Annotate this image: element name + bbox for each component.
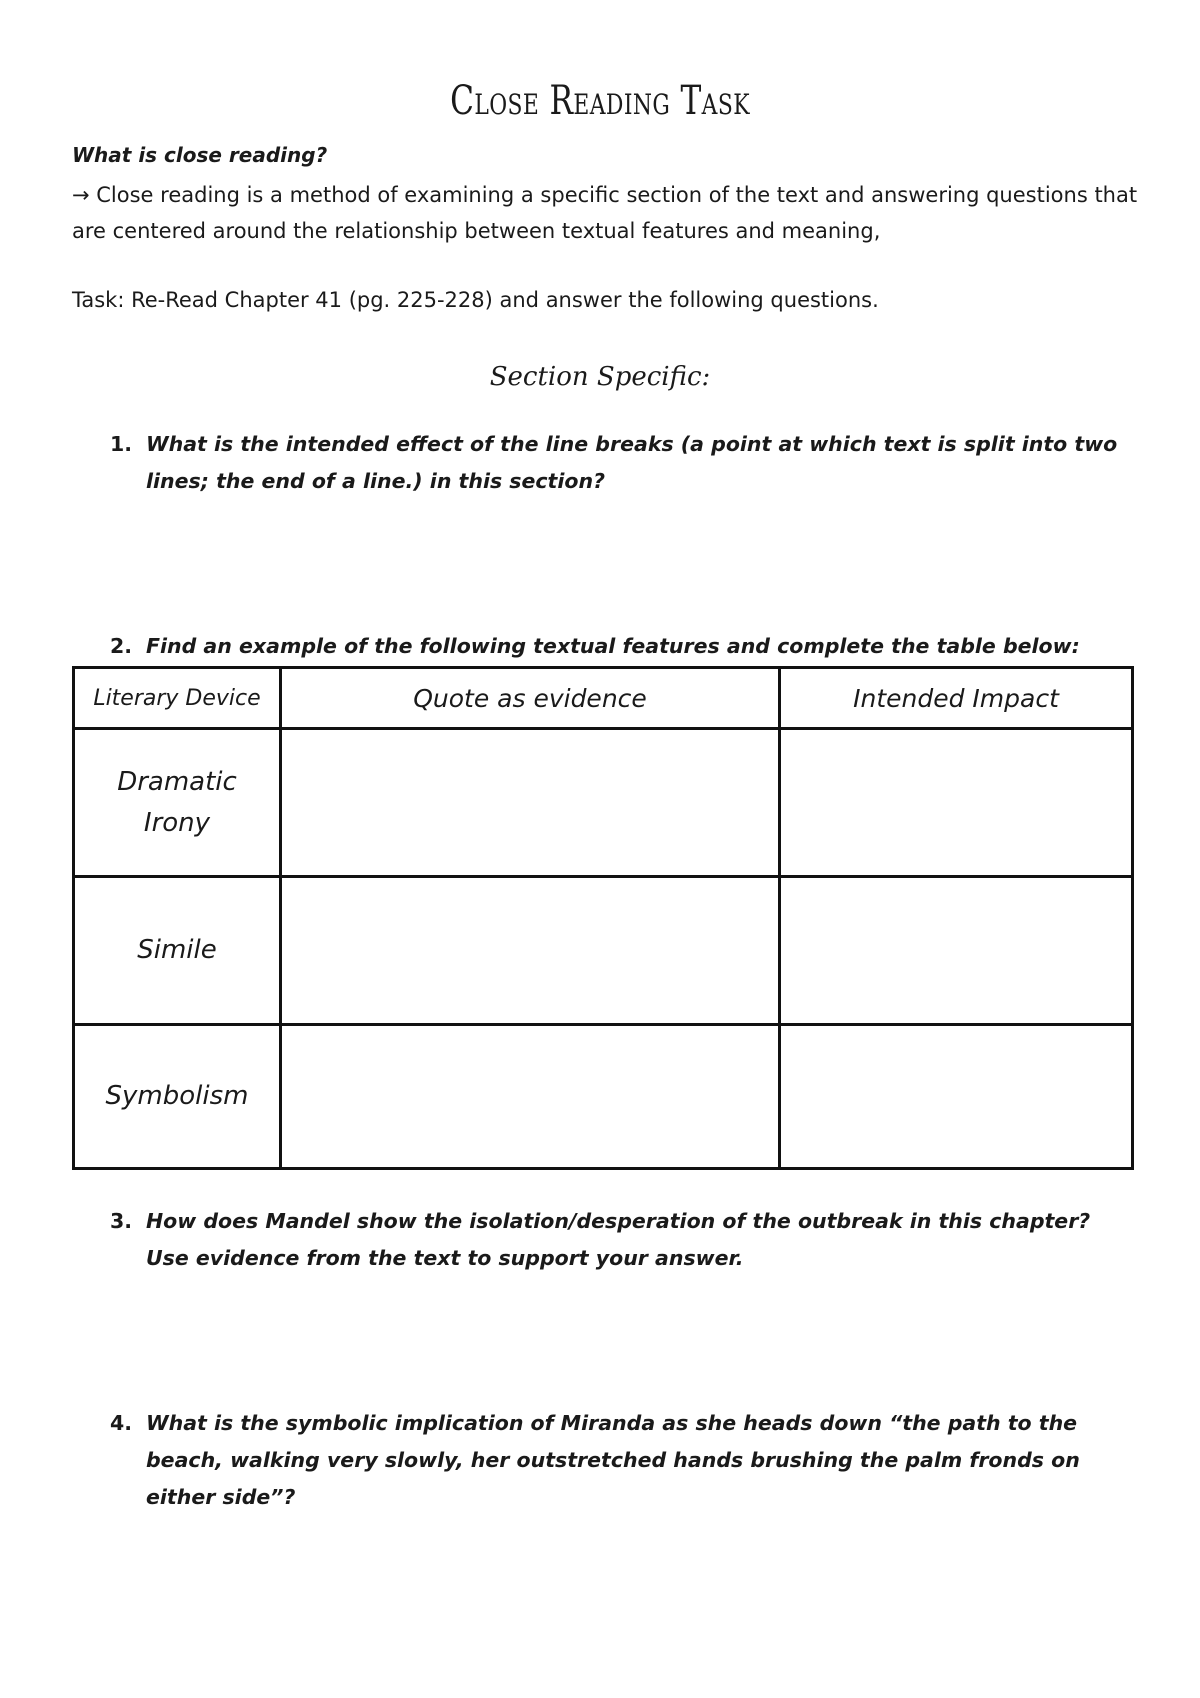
question-2 <box>110 628 1120 665</box>
intro-definition: → Close reading is a method of examining a specific section of the text and answering questions that are centered around the relationship between textual features and meaning, <box>72 183 1138 243</box>
impact-cell[interactable] <box>780 1025 1133 1169</box>
question-number: 1. <box>110 432 133 456</box>
literary-device-table <box>72 666 1134 1170</box>
header-quote-evidence: Quote as evidence <box>281 668 780 729</box>
question-number: 2. <box>110 634 133 658</box>
device-cell: Symbolism <box>74 1025 281 1169</box>
task-instruction: Task: Re-Read Chapter 41 (pg. 225-228) and answer the following questions. <box>72 288 879 312</box>
quote-cell[interactable] <box>281 1025 780 1169</box>
table-row <box>74 729 1133 877</box>
question-4 <box>110 1405 1120 1516</box>
question-text: What is the symbolic implication of Miranda as she heads down “the path to the beach, walking very slowly, her outstretched hands brushing the palm fronds on either side”? <box>146 1411 1080 1509</box>
table-row <box>74 1025 1133 1169</box>
device-cell: Simile <box>74 877 281 1025</box>
question-3 <box>110 1203 1120 1277</box>
question-1 <box>110 426 1120 500</box>
impact-cell[interactable] <box>780 877 1133 1025</box>
question-text: How does Mandel show the isolation/desperation of the outbreak in this chapter? Use evidence from the text to support your answer. <box>146 1209 1091 1270</box>
question-text: What is the intended effect of the line breaks (a point at which text is split into two lines; the end of a line.) in this section? <box>146 432 1118 493</box>
quote-cell[interactable] <box>281 877 780 1025</box>
header-intended-impact: Intended Impact <box>780 668 1133 729</box>
section-heading: Section Specific: <box>489 362 711 392</box>
intro-question: What is close reading? <box>72 143 328 167</box>
impact-cell[interactable] <box>780 729 1133 877</box>
question-number: 4. <box>110 1411 133 1435</box>
page-title: Close Reading Task <box>450 78 750 124</box>
question-text: Find an example of the following textual features and complete the table below: <box>146 634 1080 658</box>
question-number: 3. <box>110 1209 133 1233</box>
device-cell: Dramatic Irony <box>74 729 281 877</box>
table-header-row <box>74 668 1133 729</box>
quote-cell[interactable] <box>281 729 780 877</box>
table-row <box>74 877 1133 1025</box>
header-literary-device: Literary Device <box>74 668 281 729</box>
